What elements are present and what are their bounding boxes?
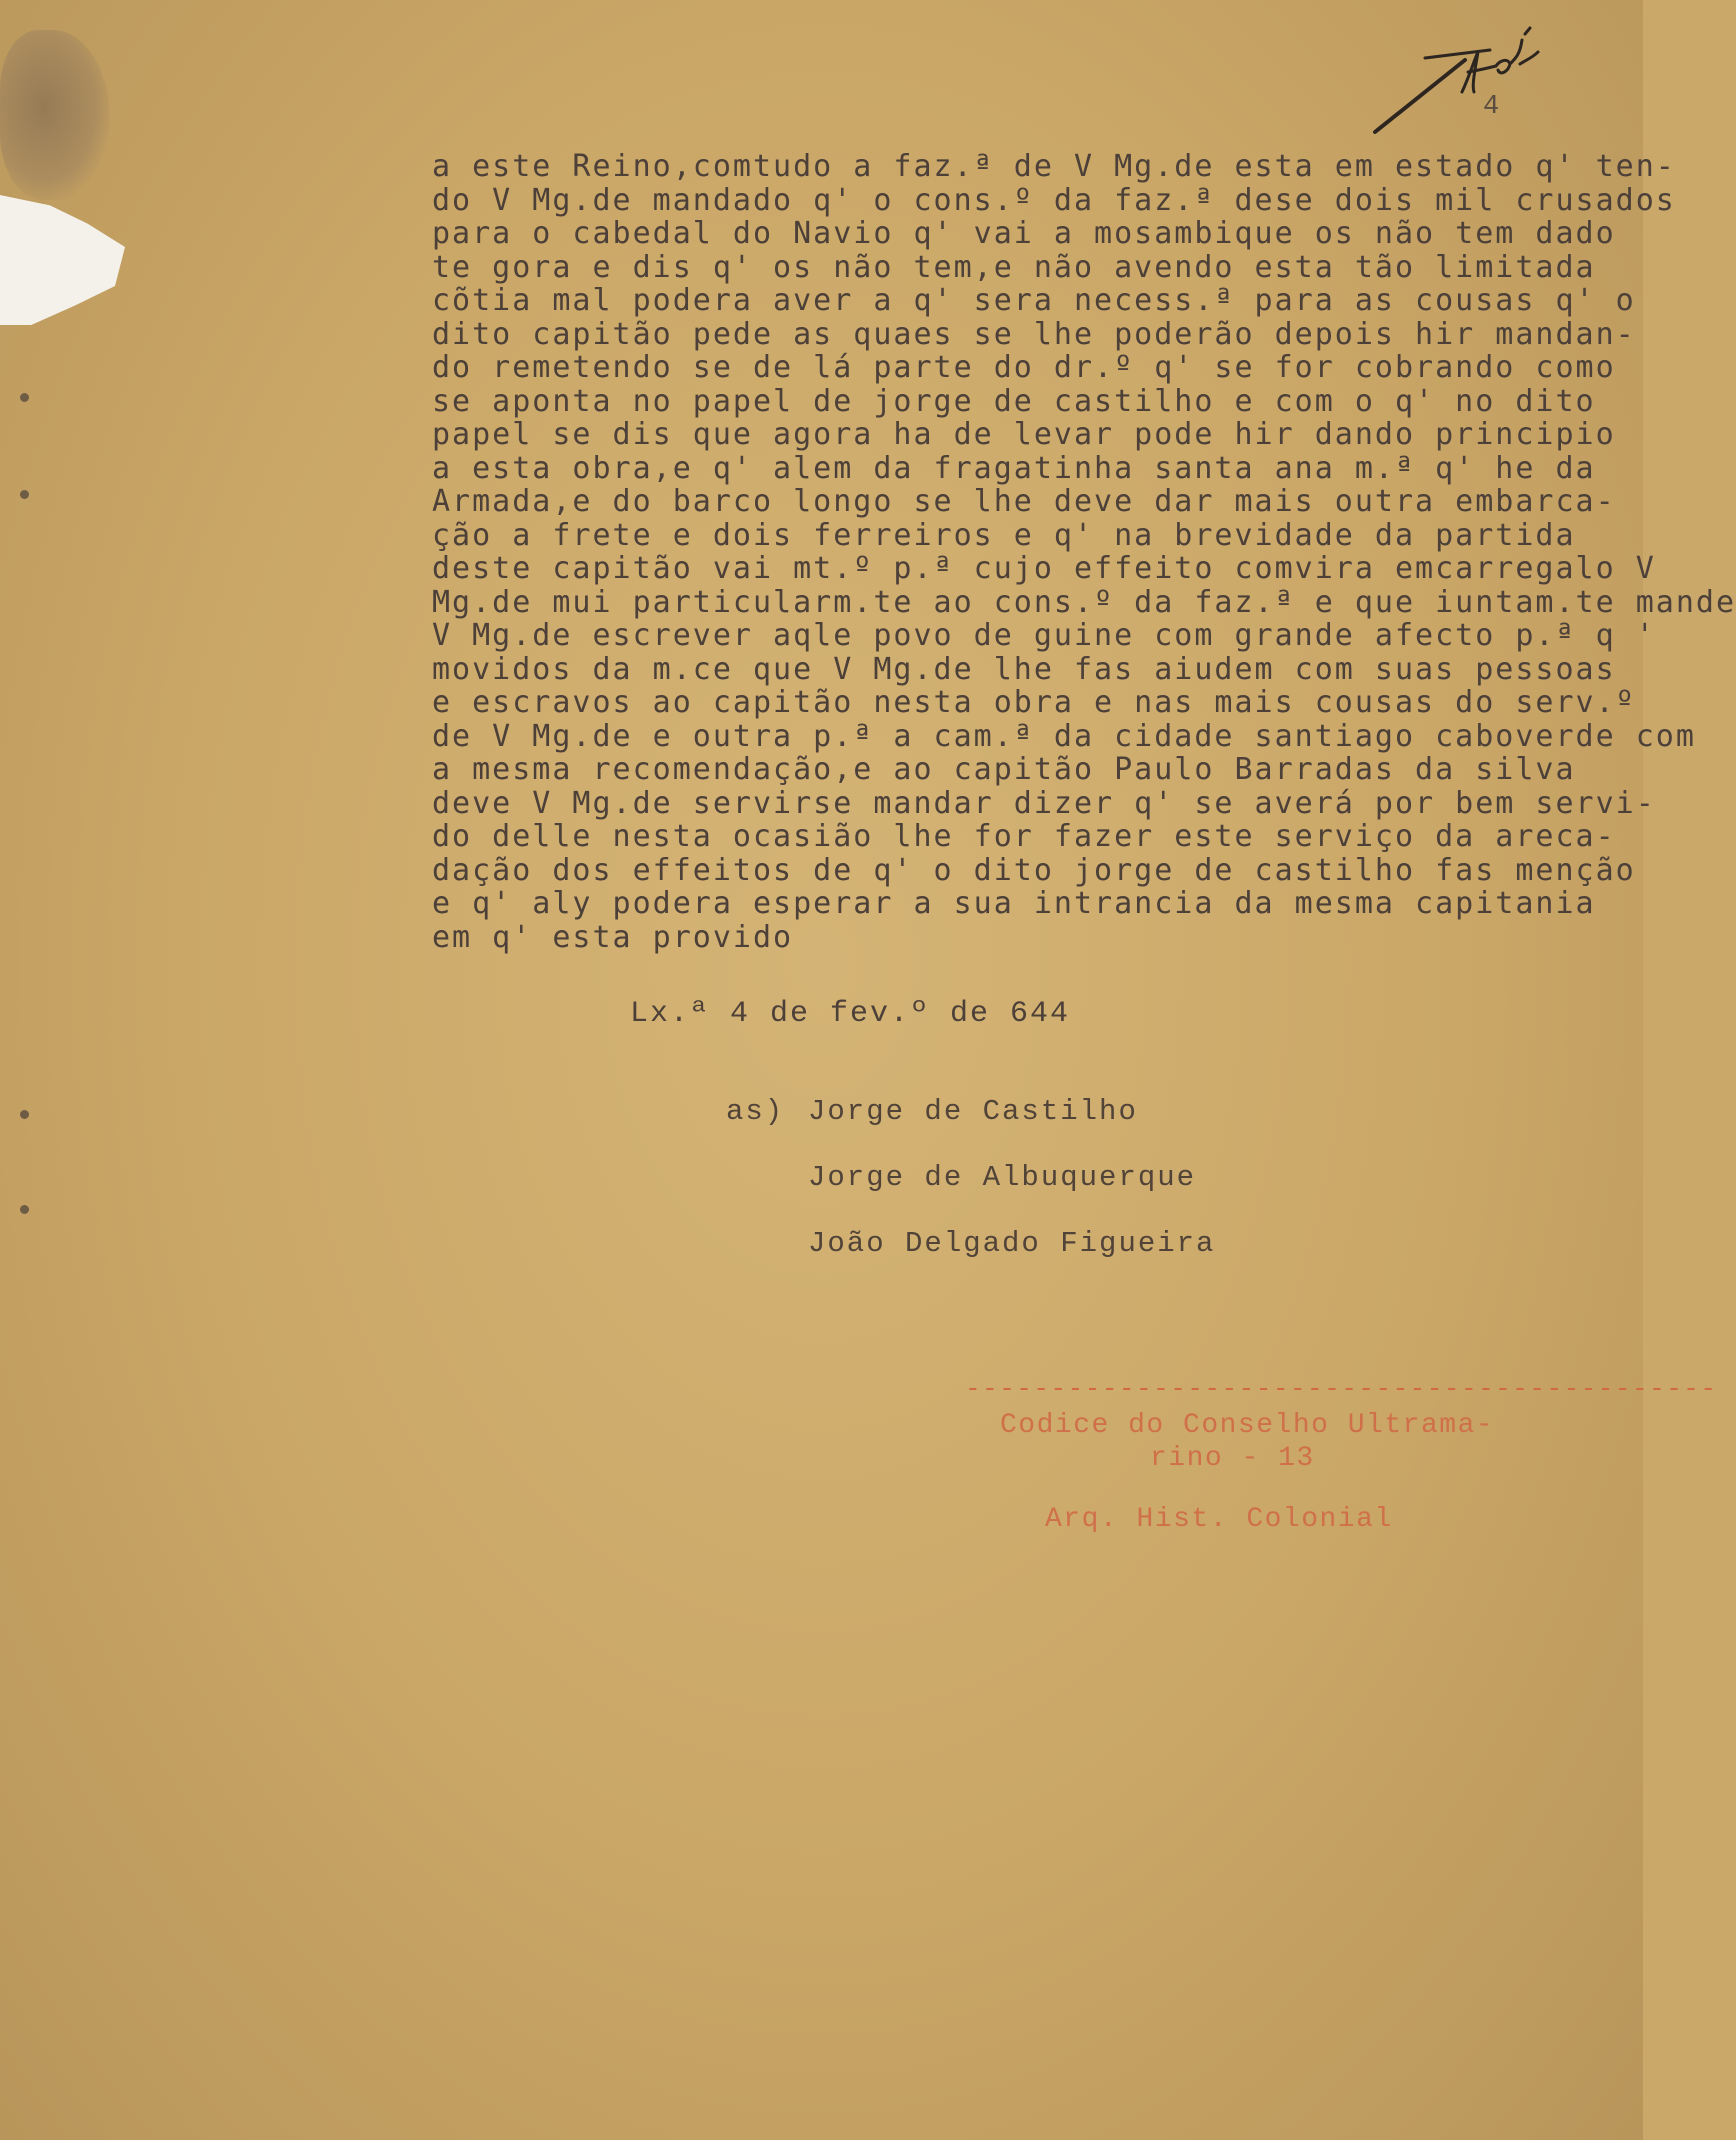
body-line: papel se dis que agora ha de levar pode hir dando principio (432, 417, 1616, 452)
body-line: do V Mg.de mandado q' o cons.º da faz.ª dese dois mil crusados (432, 182, 1676, 218)
body-line: do delle nesta ocasião lhe for fazer este serviço da areca- (432, 819, 1616, 854)
handwritten-signature-mark (1370, 20, 1550, 140)
body-line: cõtia mal podera aver a q' sera necess.ª para as cousas q' o (432, 283, 1636, 318)
body-line: dito capitão pede as quaes se lhe poderão depois hir mandan- (432, 316, 1636, 352)
body-line: de V Mg.de e outra p.ª a cam.ª da cidade santiago caboverde com (432, 718, 1696, 754)
water-stain (0, 30, 110, 200)
body-line: e escravos ao capitão nesta obra e nas mais cousas do serv.º (432, 685, 1636, 720)
body-line: movidos da m.ce que V Mg.de lhe fas aiudem com suas pessoas (432, 651, 1616, 687)
archive-stamp (965, 1374, 1718, 1535)
body-line: e q' aly podera esperar a sua intrancia da mesma capitania (432, 886, 1596, 921)
signature-block (726, 1095, 1216, 1293)
signer-line (808, 1161, 1215, 1227)
punch-hole (20, 393, 29, 402)
body-line: a mesma recomendação,e ao capitão Paulo Barradas da silva (432, 752, 1576, 787)
torn-corner (0, 195, 125, 325)
signer-line (808, 1227, 1215, 1293)
signer-line (726, 1095, 1215, 1161)
body-line: em q' esta provido (432, 919, 794, 955)
stamp-archive-name: Arq. Hist. Colonial (1045, 1504, 1393, 1535)
signer-name: João Delgado Figueira (808, 1227, 1216, 1260)
punch-hole (20, 490, 29, 499)
signer-name: Jorge de Albuquerque (808, 1161, 1197, 1194)
body-line: Armada,e do barco longo se lhe deve dar mais outra embarca- (432, 484, 1616, 519)
body-line: Mg.de mui particularm.te ao cons.º da faz.ª e que iuntam.te mande (432, 584, 1736, 620)
stamp-codex-number: rino - 13 (1150, 1443, 1315, 1474)
body-line: a esta obra,e q' alem da fragatinha santa ana m.ª q' he da (432, 450, 1596, 486)
folio-number: 4 (1483, 92, 1500, 122)
dateline: Lx.ª 4 de fev.º de 644 (630, 997, 1071, 1031)
signer-prefix: as) (726, 1095, 785, 1128)
body-line: deve V Mg.de servirse mandar dizer q' se averá por bem servi- (432, 785, 1656, 821)
body-line: te gora e dis q' os não tem,e não avendo esta tão limitada (432, 249, 1596, 285)
body-line: para o cabedal do Navio q' vai a mosambique os não tem dado (432, 216, 1616, 251)
body-line: dação dos effeitos de q' o dito jorge de castilho fas menção (432, 852, 1636, 888)
body-line: a este Reino,comtudo a faz.ª de V Mg.de esta em estado q' ten- (432, 149, 1676, 184)
punch-hole (20, 1205, 29, 1214)
letter-body (432, 149, 1736, 955)
body-line: ção a frete e dois ferreiros e q' na brevidade da partida (432, 517, 1576, 553)
body-line: deste capitão vai mt.º p.ª cujo effeito comvira emcarregalo V (432, 551, 1656, 586)
body-line: V Mg.de escrever aqle povo de guine com grande afecto p.ª q ' (432, 618, 1656, 653)
stamp-rule: -------------------------------------------- (965, 1374, 1718, 1404)
signer-name: Jorge de Castilho (808, 1095, 1138, 1128)
stamp-codex-line: Codice do Conselho Ultrama- (1000, 1410, 1495, 1441)
body-line: do remetendo se de lá parte do dr.º q' se for cobrando como (432, 350, 1616, 385)
punch-hole (20, 1110, 29, 1119)
body-line: se aponta no papel de jorge de castilho e com o q' no dito (432, 383, 1596, 419)
